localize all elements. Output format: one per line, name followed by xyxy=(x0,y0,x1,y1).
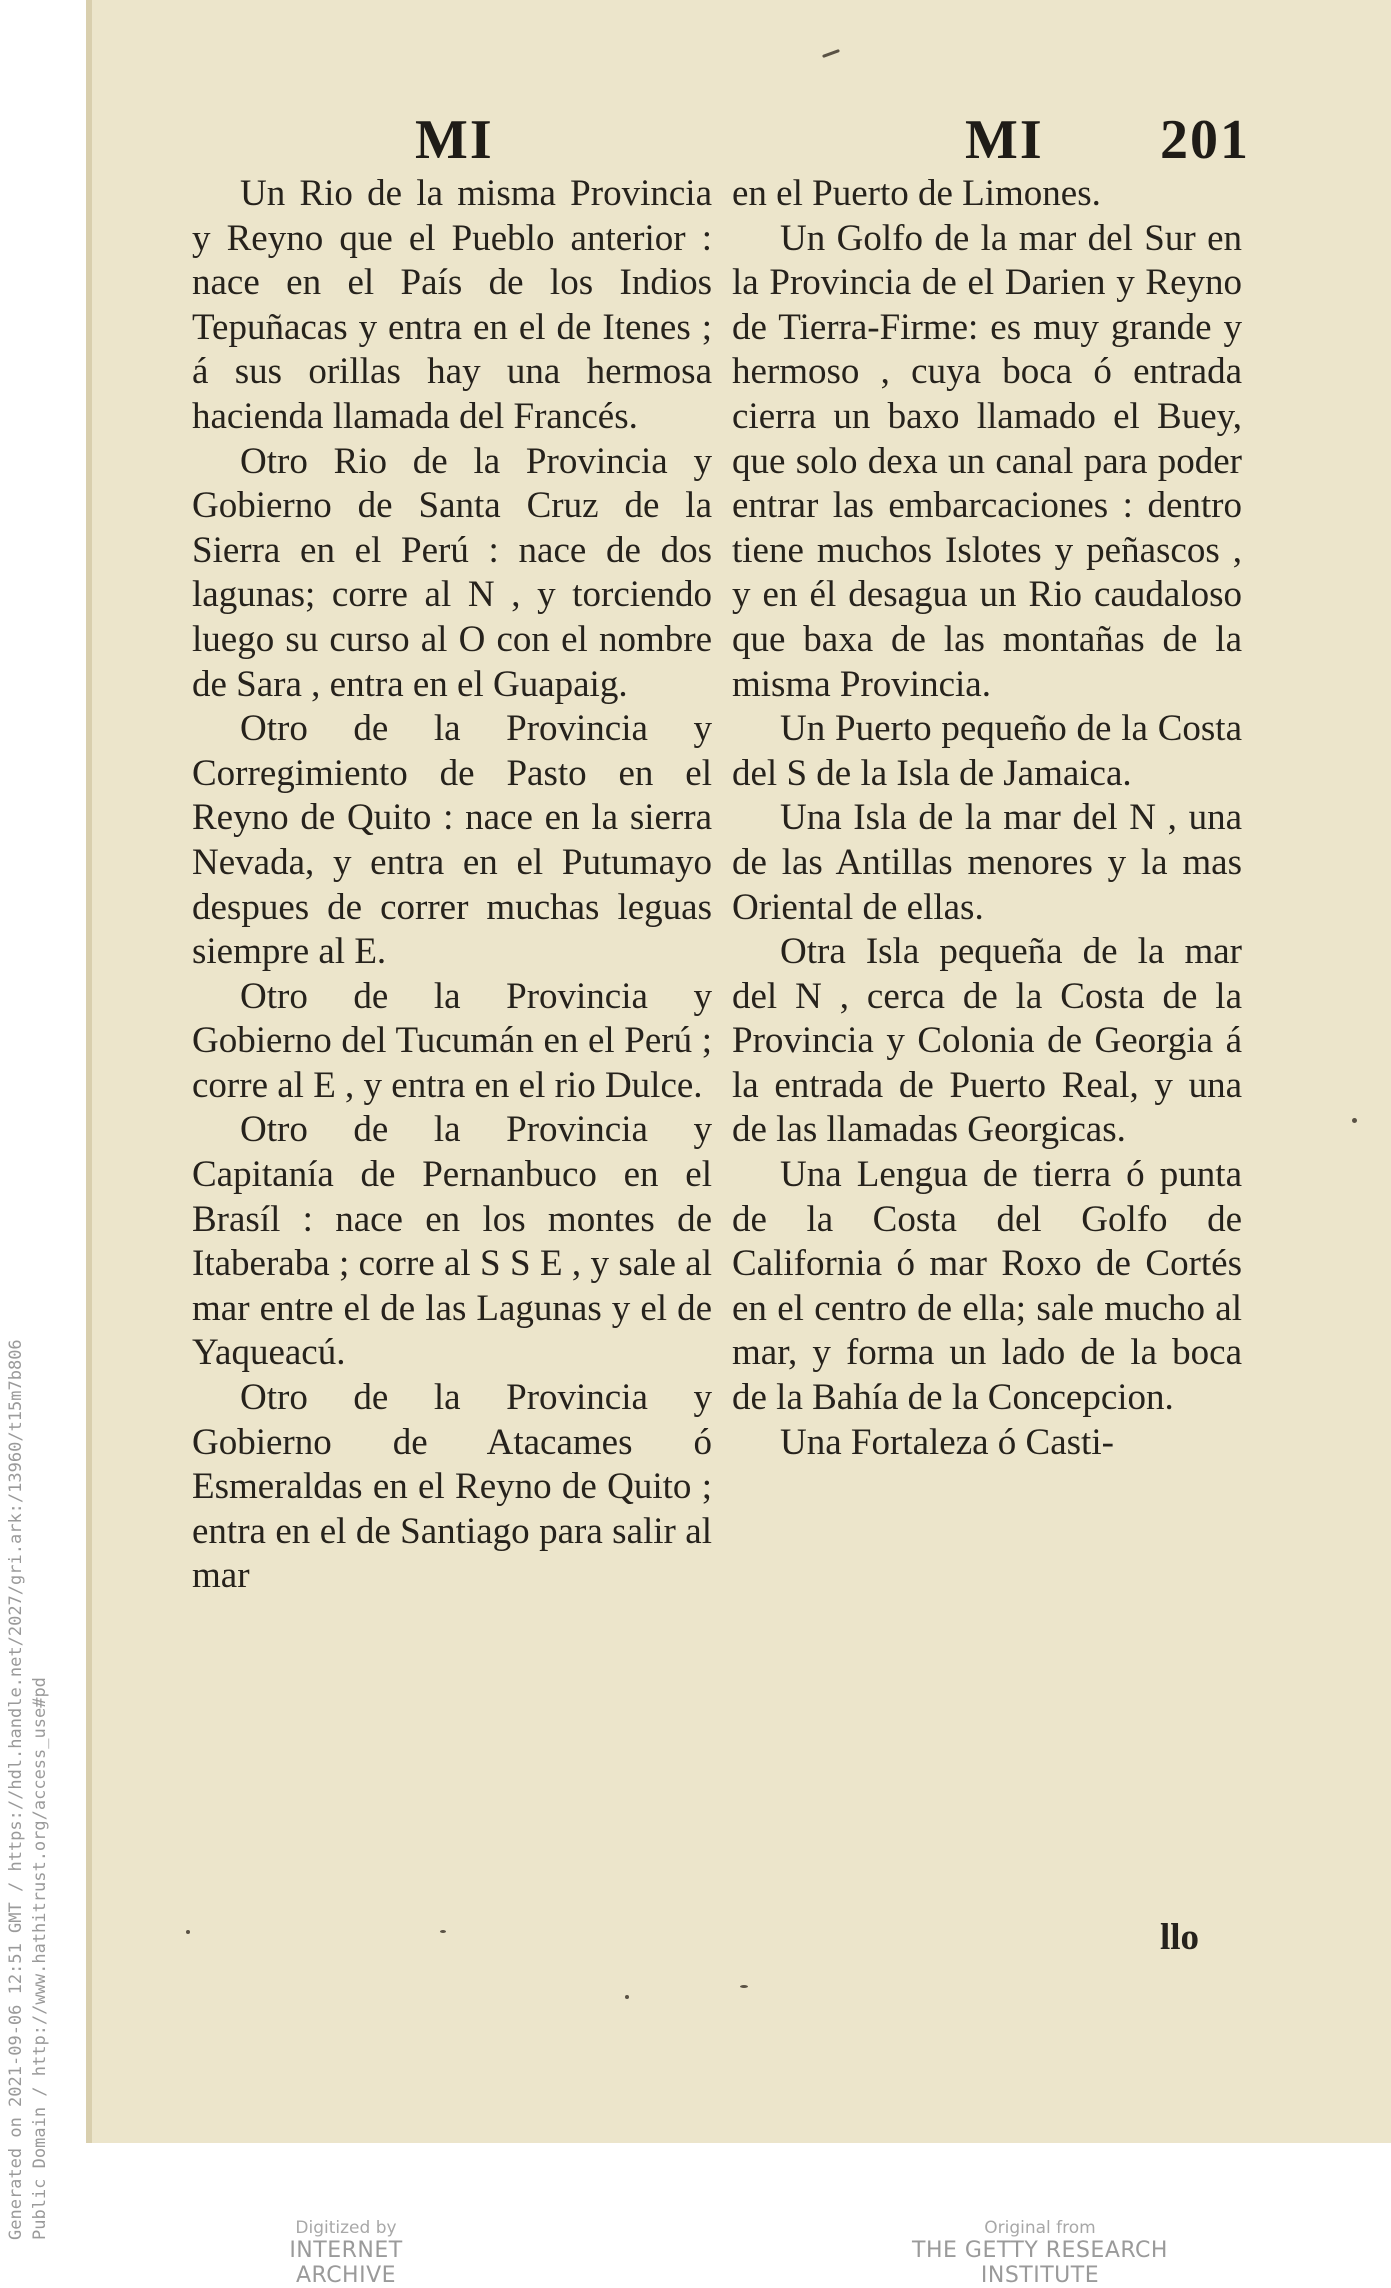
entry-paragraph: Otra Isla pequeña de la mar del N , cerca de la Costa de la Provincia y Colonia de Georgia á la entrada de Puerto Real, y una de las llamadas Georgicas. xyxy=(732,931,1242,1151)
entry-paragraph: Otro de la Provincia y Corregimiento de Pasto en el Reyno de Quito : nace en la sierra Nevada, y entra en el Putumayo despues de correr muchas leguas siempre al E. xyxy=(192,708,712,973)
paper-speck xyxy=(1352,1118,1357,1123)
digitized-by-label: Digitized by xyxy=(295,2218,397,2238)
paper-speck xyxy=(440,1930,446,1933)
entry-continuation: en el Puerto de Limones. xyxy=(732,173,1101,214)
original-from-label: Original from xyxy=(984,2218,1096,2238)
entry-paragraph: Una Lengua de tierra ó punta de la Costa del Golfo de California ó mar Roxo de Cortés en el centro de ella; sale mucho al mar, y forma un lado de la boca de la Bahía de la Concepcion. xyxy=(732,1154,1242,1419)
entry-paragraph: Una Fortaleza ó Casti- xyxy=(780,1421,1114,1463)
right-text-column xyxy=(732,172,1242,1465)
getty-institute-label: THE GETTY RESEARCH INSTITUTE xyxy=(912,2238,1168,2288)
running-head-right: MI xyxy=(965,109,1044,171)
original-from-credit xyxy=(850,2218,1230,2288)
internet-archive-label: INTERNET ARCHIVE xyxy=(289,2238,403,2288)
entry-paragraph: Un Golfo de la mar del Sur en la Provincia de el Darien y Reyno de Tierra-Firme: es muy grande y hermoso , cuya boca ó entrada cierra un baxo llamado el Buey, que solo dexa un canal para poder entrar las embarcaciones : dentro tiene muchos Islotes y peñascos , y en él desagua un Rio caudaloso que baxa de las montañas de la misma Provincia. xyxy=(732,217,1242,705)
generation-stamp-line-2: Public Domain / http://www.hathitrust.org/access_use#pd xyxy=(30,1677,50,2240)
entry-paragraph: Otro de la Provincia y Gobierno de Atacames ó Esmeraldas en el Reyno de Quito ; entra en el de Santiago para salir al mar xyxy=(192,1377,712,1597)
paper-speck xyxy=(625,1995,629,1999)
generation-stamp xyxy=(4,1339,52,2240)
paper-speck xyxy=(740,1985,748,1988)
page-edge-shadow xyxy=(86,0,92,2143)
digitized-by-credit xyxy=(236,2218,456,2288)
catchword: llo xyxy=(1160,1917,1200,1958)
entry-paragraph: Un Puerto pequeño de la Costa del S de la Isla de Jamaica. xyxy=(732,708,1242,794)
left-text-column xyxy=(192,172,712,1599)
entry-paragraph: Un Rio de la misma Provincia y Reyno que el Pueblo anterior : nace en el País de los Indios Tepuñacas y entra en el de Itenes ; á sus orillas hay una hermosa hacienda llamada del Francés. xyxy=(192,173,712,437)
entry-paragraph: Otro de la Provincia y Gobierno del Tucumán en el Perú ; corre al E , y entra en el rio Dulce. xyxy=(192,975,712,1106)
entry-paragraph: Otro Rio de la Provincia y Gobierno de Santa Cruz de la Sierra en el Perú : nace de dos lagunas; corre al N , y torciendo luego su curso al O con el nombre de Sara , entra en el Guapaig. xyxy=(192,440,712,705)
running-head-left: MI xyxy=(415,109,494,171)
generation-stamp-line-1: Generated on 2021-09-06 12:51 GMT / https://hdl.handle.net/2027/gri.ark:/13960/t15m7b806 xyxy=(6,1339,26,2240)
paper-speck xyxy=(186,1930,190,1934)
entry-paragraph: Una Isla de la mar del N , una de las Antillas menores y la mas Oriental de ellas. xyxy=(732,797,1242,928)
entry-paragraph: Otro de la Provincia y Capitanía de Pernanbuco en el Brasíl : nace en los montes de Itaberaba ; corre al S S E , y sale al mar entre el de las Lagunas y el de Yaqueacú. xyxy=(192,1109,712,1374)
page-number: 201 xyxy=(1160,109,1250,171)
